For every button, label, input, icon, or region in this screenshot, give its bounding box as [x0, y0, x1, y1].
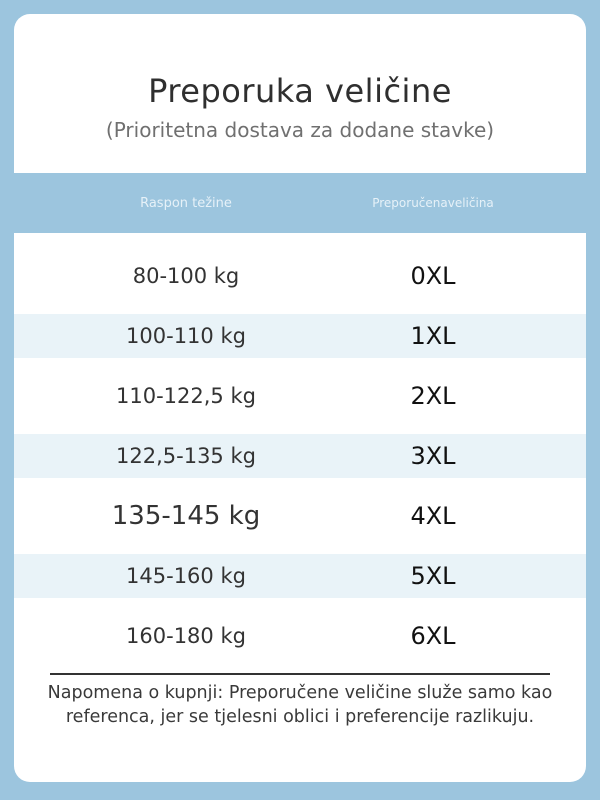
size-cell: 6XL — [410, 622, 456, 650]
size-cell: 4XL — [410, 502, 456, 530]
weight-cell: 135-145 kg — [111, 501, 261, 531]
weight-cell: 100-110 kg — [126, 324, 246, 348]
purchase-note: Napomena o kupnji: Preporučene veličine služe samo kao referenca, jer se tjelesni oblici i preferencije razlikuju. — [47, 683, 553, 727]
page-subtitle: (Prioritetna dostava za dodane stavke) — [105, 118, 495, 142]
table-row — [14, 434, 586, 478]
size-cell: 2XL — [410, 382, 456, 410]
header-size-line1: Preporučena — [372, 195, 448, 210]
weight-cell: 80-100 kg — [132, 264, 240, 288]
header-size-line2: veličina — [447, 195, 494, 210]
note-divider — [50, 673, 550, 675]
table-row — [14, 314, 586, 358]
size-cell: 5XL — [410, 562, 456, 590]
table-row — [14, 614, 586, 658]
table-row — [14, 494, 586, 538]
size-cell: 3XL — [410, 442, 456, 470]
weight-cell: 122,5-135 kg — [116, 444, 256, 468]
page-title: Preporuka veličine — [148, 72, 452, 110]
size-cell: 0XL — [410, 262, 456, 290]
table-row — [14, 374, 586, 418]
size-cell: 1XL — [410, 322, 456, 350]
header-recommended-size — [372, 173, 494, 233]
header-weight-range: Raspon težine — [140, 195, 232, 211]
weight-cell: 160-180 kg — [126, 624, 246, 648]
weight-cell: 110-122,5 kg — [116, 384, 256, 408]
table-row — [14, 554, 586, 598]
size-guide-card — [14, 14, 586, 782]
table-row — [14, 254, 586, 298]
weight-cell: 145-160 kg — [126, 564, 246, 588]
table-header — [14, 173, 586, 233]
